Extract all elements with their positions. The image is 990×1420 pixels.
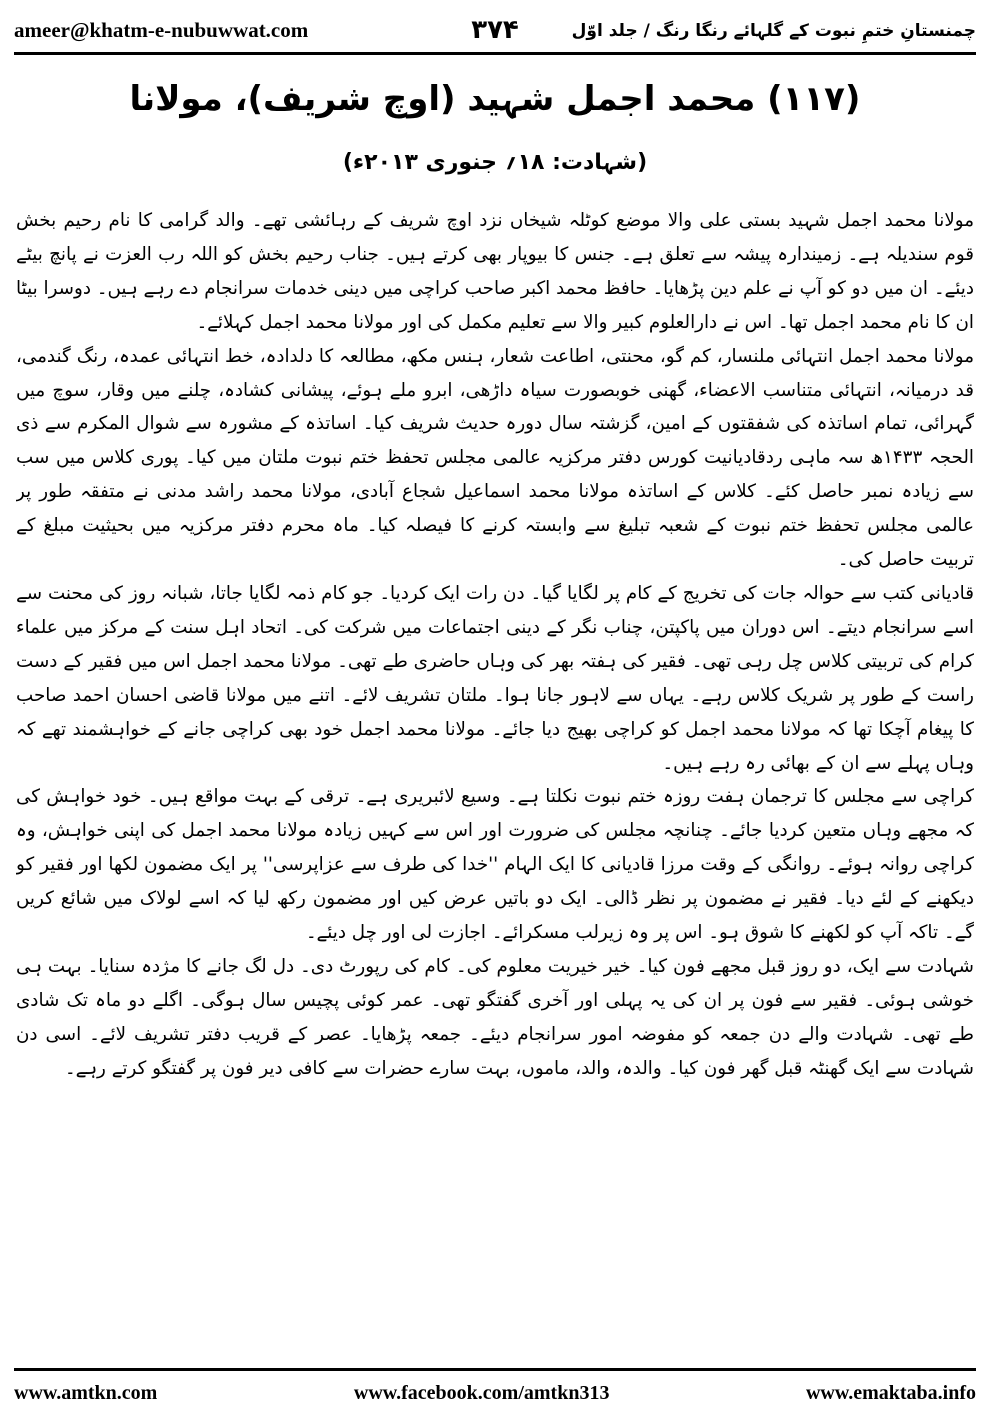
book-title: چمنستانِ ختمِ نبوت کے گلہائے رنگا رنگ / جلد اوّل [571, 20, 976, 41]
page-header [14, 8, 976, 55]
page-footer [14, 1368, 976, 1415]
paragraph: کراچی سے مجلس کا ترجمان ہفت روزہ ختم نبوت نکلتا ہے۔ وسیع لائبریری ہے۔ ترقی کے بہت مواقع ہیں۔ خود خواہش کی کہ مجھے وہاں متعین کردیا جائے۔ چنانچہ مجلس کی ضرورت اور اس سے کہیں زیادہ مولانا محمد اجمل کی اپنی خواہش، وہ کراچی روانہ ہوئے۔ روانگی کے وقت مرزا قادیانی کا ایک الہام ''خدا کی طرف سے عزاپرسی'' پر ایک مضمون لکھا اور فقیر کو دیکھنے کے لئے دیا۔ فقیر نے مضمون پر نظر ڈالی۔ ایک دو باتیں عرض کیں اور مضمون رکھ لیا کہ اسے لولاک میں شائع کریں گے۔ تاکہ آپ کو لکھنے کا شوق ہو۔ اس پر وہ زیرلب مسکرائے۔ اجازت لی اور چل دیئے۔ [16, 786, 974, 944]
article-subtitle: (شہادت: ۱۸؍ جنوری ۲۰۱۳ء) [342, 150, 648, 175]
footer-link-amtkn[interactable]: www.amtkn.com [14, 1381, 158, 1404]
page-number: ۳۷۴ [471, 15, 519, 45]
footer-link-emaktaba[interactable]: www.emaktaba.info [805, 1381, 976, 1404]
footer-link-facebook[interactable]: www.facebook.com/amtkn313 [353, 1381, 610, 1404]
article-title: (۱۱۷) محمد اجمل شہید (اوچ شریف)، مولانا [129, 79, 861, 119]
paragraph: مولانا محمد اجمل شہید بستی علی والا موضع کوٹلہ شیخاں نزد اوچ شریف کے رہائشی تھے۔ والد گرامی کا نام رحیم بخش قوم سندیلہ ہے۔ زمیندارہ پیشہ سے تعلق ہے۔ جنس کا بیوپار بھی کرتے ہیں۔ جناب رحیم بخش کو اللہ رب العزت نے پانچ بیٹے دیئے۔ ان میں دو کو آپ نے علم دین پڑھایا۔ حافظ محمد اکبر صاحب کراچی میں دینی خدمات سرانجام دے رہے ہیں۔ دوسرا بیٹا ان کا نام محمد اجمل تھا۔ اس نے دارالعلوم کبیر والا سے تعلیم مکمل کی اور مولانا محمد اجمل کہلائے۔ [16, 210, 974, 333]
article-body [16, 204, 974, 1362]
paragraph: مولانا محمد اجمل انتہائی ملنسار، کم گو، محنتی، اطاعت شعار، ہنس مکھ، مطالعہ کا دلدادہ، خط انتہائی عمدہ، رنگ گندمی، قد درمیانہ، انتہائی متناسب الاعضاء، گھنی خوبصورت سیاہ داڑھی، ابرو ملے ہوئے، پیشانی کشادہ، چلنے میں وقار، سوچ میں گہرائی، تمام اساتذہ کی شفقتوں کے امین، گزشتہ سال دورہ حدیث شریف کیا۔ اساتذہ کے مشورہ سے شوال المکرم سے ذی الحجہ ۱۴۳۳ھ سہ ماہی ردقادیانیت کورس دفتر مرکزیہ عالمی مجلس تحفظ ختم نبوت ملتان میں کیا۔ پوری کلاس میں سب سے زیادہ نمبر حاصل کئے۔ کلاس کے اساتذہ مولانا محمد اسماعیل شجاع آبادی، مولانا محمد راشد مدنی نے متفقہ طور پر عالمی مجلس تحفظ ختم نبوت کے شعبہ تبلیغ سے وابستہ کرنے کا فیصلہ کیا۔ ماہ محرم دفتر مرکزیہ میں بحیثیت مبلغ کے تربیت حاصل کی۔ [16, 345, 974, 571]
paragraph: شہادت سے ایک، دو روز قبل مجھے فون کیا۔ خیر خیریت معلوم کی۔ کام کی رپورٹ دی۔ دل لگ جانے کا مژدہ سنایا۔ بہت ہی خوشی ہوئی۔ فقیر سے فون پر ان کی یہ پہلی اور آخری گفتگو تھی۔ عمر کوئی پچیس سال ہوگی۔ اگلے دو ماہ تک شادی طے تھی۔ شہادت والے دن جمعہ کو مفوضہ امور سرانجام دیئے۔ جمعہ پڑھایا۔ عصر کے قریب دفتر تشریف لائے۔ اسی دن شہادت سے ایک گھنٹہ قبل گھر فون کیا۔ والدہ، والد، ماموں، بہت سارے حضرات سے کافی دیر فون پر گفتگو کرتے رہے۔ [16, 955, 974, 1079]
paragraph: قادیانی کتب سے حوالہ جات کی تخریج کے کام پر لگایا گیا۔ دن رات ایک کردیا۔ جو کام ذمہ لگایا جاتا، شبانہ روز کی محنت سے اسے سرانجام دیتے۔ اس دوران میں پاکپتن، چناب نگر کے دینی اجتماعات میں شرکت کی۔ اتحاد اہل سنت کے مرکز میں علماء کرام کی تربیتی کلاس چل رہی تھی۔ فقیر کی ہفتہ بھر کی وہاں حاضری طے تھی۔ مولانا محمد اجمل اس میں فقیر کے دست راست کے طور پر شریک کلاس رہے۔ یہاں سے لاہور جانا ہوا۔ ملتان تشریف لائے۔ اتنے میں مولانا قاضی احسان احمد صاحب کا پیغام آچکا تھا کہ مولانا محمد اجمل کو کراچی بھیج دیا جائے۔ مولانا محمد اجمل خود بھی کراچی جانے کے خواہشمند تھے کہ وہاں پہلے سے ان کے بھائی رہ رہے ہیں۔ [16, 582, 974, 774]
header-email: ameer@khatm-e-nubuwwat.com [14, 17, 309, 42]
